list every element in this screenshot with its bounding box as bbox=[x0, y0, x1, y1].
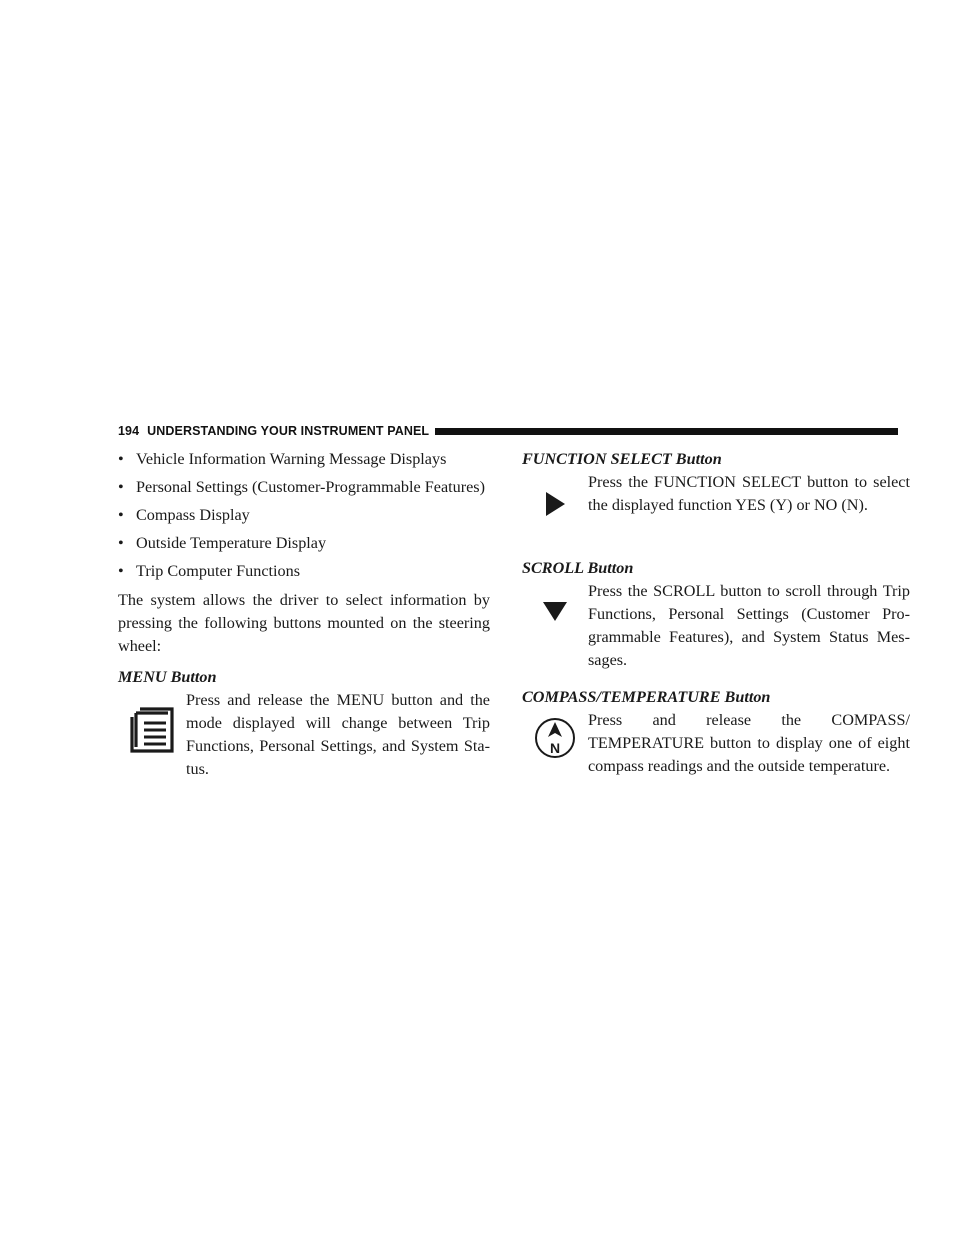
function-select-entry bbox=[522, 471, 910, 517]
feature-list bbox=[118, 448, 490, 583]
section-title: UNDERSTANDING YOUR INSTRUMENT PANEL bbox=[147, 424, 430, 438]
page-number: 194 bbox=[118, 424, 140, 438]
menu-button-entry bbox=[118, 689, 490, 781]
compass-title: COMPASS/TEMPERATURE Button bbox=[522, 688, 771, 706]
menu-list-icon bbox=[118, 689, 186, 753]
compass-entry bbox=[522, 709, 910, 778]
bullet-icon: • bbox=[118, 450, 124, 468]
right-arrow-icon bbox=[522, 471, 588, 517]
down-arrow-icon bbox=[522, 580, 588, 622]
compass-letter: N bbox=[549, 740, 561, 756]
menu-button-description: Press and release the MENU button and the mode displayed will change between Trip Functions, Personal Settings, and System Sta- tus. bbox=[186, 691, 490, 778]
page-header bbox=[118, 422, 898, 440]
menu-button-title: MENU Button bbox=[118, 668, 217, 686]
intro-paragraph: The system allows the driver to select information by pressing the following buttons mounted on the steering wheel: bbox=[118, 591, 490, 655]
scroll-title: SCROLL Button bbox=[522, 559, 634, 577]
scroll-description: Press the SCROLL button to scroll through Trip Functions, Personal Settings (Customer Pro- grammable Features), and System Status Mes- sages. bbox=[588, 582, 910, 669]
right-column bbox=[522, 448, 910, 778]
compass-north-icon bbox=[522, 709, 588, 759]
list-item: • Compass Display bbox=[118, 504, 490, 527]
bullet-icon: • bbox=[118, 506, 124, 524]
list-item: • Vehicle Information Warning Message Displays bbox=[118, 448, 490, 471]
scroll-entry bbox=[522, 580, 910, 672]
function-select-title: FUNCTION SELECT Button bbox=[522, 450, 722, 468]
left-column bbox=[118, 448, 490, 781]
list-item: • Trip Computer Functions bbox=[118, 560, 490, 583]
bullet-icon: • bbox=[118, 534, 124, 552]
list-item: • Outside Temperature Display bbox=[118, 532, 490, 555]
bullet-icon: • bbox=[118, 478, 124, 496]
header-rule bbox=[435, 428, 898, 435]
function-select-description: Press the FUNCTION SELECT button to select the displayed function YES (Y) or NO (N). bbox=[588, 473, 910, 514]
bullet-icon: • bbox=[118, 562, 124, 580]
compass-description: Press and release the COMPASS/ TEMPERATURE button to display one of eight compass readings and the outside temperature. bbox=[588, 711, 910, 775]
list-item: • Personal Settings (Customer-Programmable Features) bbox=[118, 476, 490, 499]
